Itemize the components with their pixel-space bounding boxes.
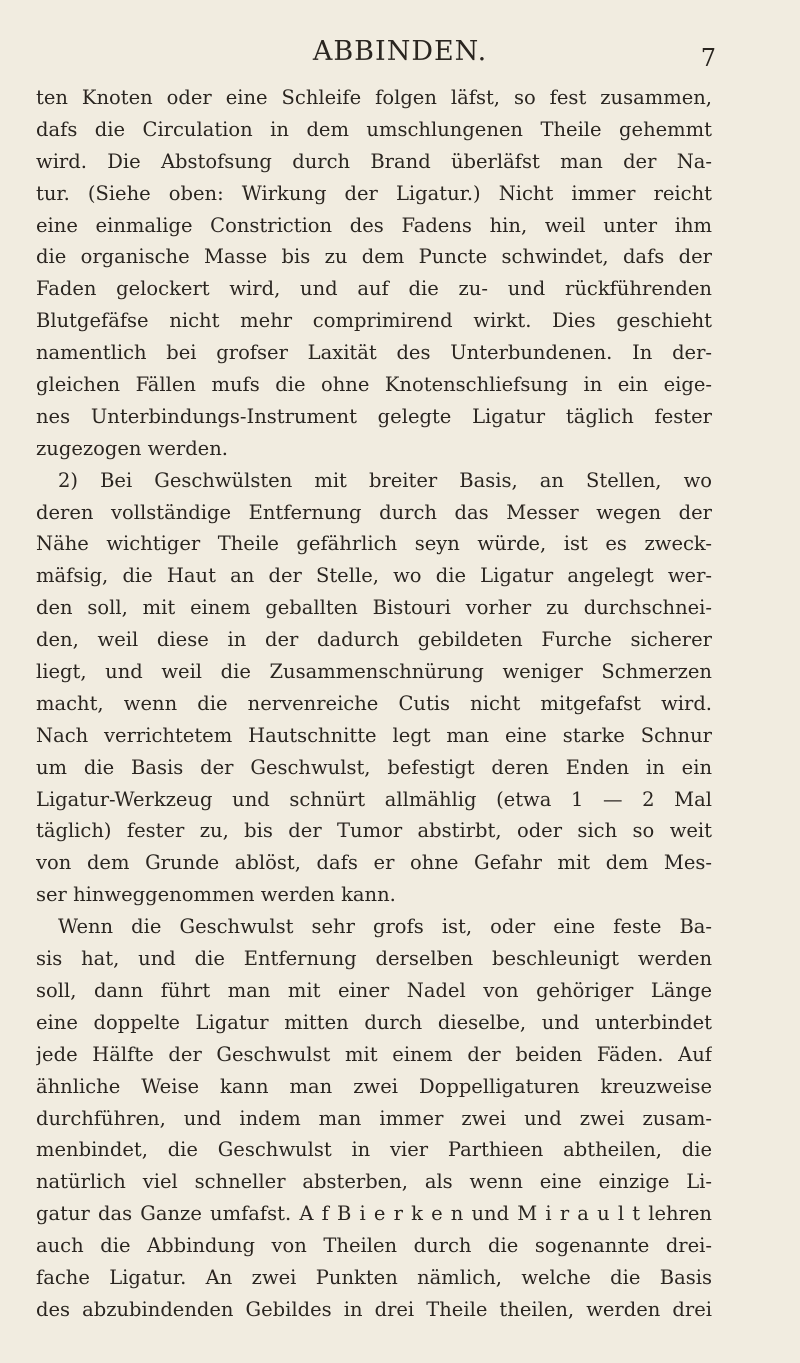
text-line: des abzubindenden Gebildes in drei Theile theilen, werden drei xyxy=(36,1297,712,1321)
text-line: wird. Die Abstofsung durch Brand überläfst man der Na- xyxy=(36,149,712,173)
text-line: die organische Masse bis zu dem Puncte schwindet, dafs der xyxy=(36,245,712,269)
text-line: menbindet, die Geschwulst in vier Parthieen abtheilen, die xyxy=(36,1138,712,1162)
text-line: natürlich viel schneller absterben, als wenn eine einzige Li- xyxy=(36,1170,712,1194)
text-line: liegt, und weil die Zusammenschnürung weniger Schmerzen xyxy=(36,660,712,684)
text-line: namentlich bei grofser Laxität des Unterbundenen. In der- xyxy=(36,341,712,365)
text-line: Faden gelockert wird, und auf die zu- und rückführenden xyxy=(36,277,712,301)
text-line: Nach verrichtetem Hautschnitte legt man eine starke Schnur xyxy=(36,723,712,747)
page-number: 7 xyxy=(700,44,716,72)
text-line: mäfsig, die Haut an der Stelle, wo die Ligatur angelegt wer- xyxy=(36,564,712,588)
text-line: deren vollständige Entfernung durch das Messer wegen der xyxy=(36,500,712,524)
text-line: Ligatur-Werkzeug und schnürt allmählig (etwa 1 — 2 Mal xyxy=(36,787,712,811)
text-line: tur. (Siehe oben: Wirkung der Ligatur.) Nicht immer reicht xyxy=(36,181,712,205)
text-line: um die Basis der Geschwulst, befestigt deren Enden in ein xyxy=(36,755,712,779)
text-line: durchführen, und indem man immer zwei und zwei zusam- xyxy=(36,1106,712,1130)
text-line: gleichen Fällen mufs die ohne Knotenschliefsung in ein eige- xyxy=(36,373,712,397)
text-line: zugezogen werden. xyxy=(36,436,228,460)
text-line: eine einmalige Constriction des Fadens hin, weil unter ihm xyxy=(36,213,712,237)
text-line: 2) Bei Geschwülsten mit breiter Basis, an Stellen, wo xyxy=(58,468,712,492)
text-line: Blutgefäfse nicht mehr comprimirend wirkt. Dies geschieht xyxy=(36,309,712,333)
text-line: auch die Abbindung von Theilen durch die sogenannte drei- xyxy=(36,1234,712,1258)
text-line: nes Unterbindungs-Instrument gelegte Ligatur täglich fester xyxy=(36,404,712,428)
text-line: eine doppelte Ligatur mitten durch dieselbe, und unterbindet xyxy=(36,1010,712,1034)
text-line: den, weil diese in der dadurch gebildeten Furche sicherer xyxy=(36,628,712,652)
text-line: Wenn die Geschwulst sehr grofs ist, oder eine feste Ba- xyxy=(58,915,712,939)
body-text xyxy=(36,82,712,1326)
text-line: sis hat, und die Entfernung derselben beschleunigt werden xyxy=(36,947,712,971)
text-line: von dem Grunde ablöst, dafs er ohne Gefahr mit dem Mes- xyxy=(36,851,712,875)
text-line: ähnliche Weise kann man zwei Doppelligaturen kreuzweise xyxy=(36,1074,712,1098)
text-line: ser hinweggenommen werden kann. xyxy=(36,883,396,907)
text-line: gatur das Ganze umfafst. A f B i e r k e n und M i r a u l t lehren xyxy=(36,1202,712,1226)
text-line: soll, dann führt man mit einer Nadel von gehöriger Länge xyxy=(36,978,712,1002)
text-line: jede Hälfte der Geschwulst mit einem der beiden Fäden. Auf xyxy=(36,1042,712,1066)
page-title: ABBINDEN. xyxy=(312,36,488,67)
running-head xyxy=(0,38,800,78)
text-line: Nähe wichtiger Theile gefährlich seyn würde, ist es zweck- xyxy=(36,532,712,556)
text-line: dafs die Circulation in dem umschlungenen Theile gehemmt xyxy=(36,117,712,141)
text-line: macht, wenn die nervenreiche Cutis nicht mitgefafst wird. xyxy=(36,691,712,715)
text-line: den soll, mit einem geballten Bistouri vorher zu durchschnei- xyxy=(36,596,712,620)
text-line: fache Ligatur. An zwei Punkten nämlich, welche die Basis xyxy=(36,1265,712,1289)
text-line: ten Knoten oder eine Schleife folgen läfst, so fest zusammen, xyxy=(36,86,712,109)
text-line: täglich) fester zu, bis der Tumor abstirbt, oder sich so weit xyxy=(36,819,712,843)
